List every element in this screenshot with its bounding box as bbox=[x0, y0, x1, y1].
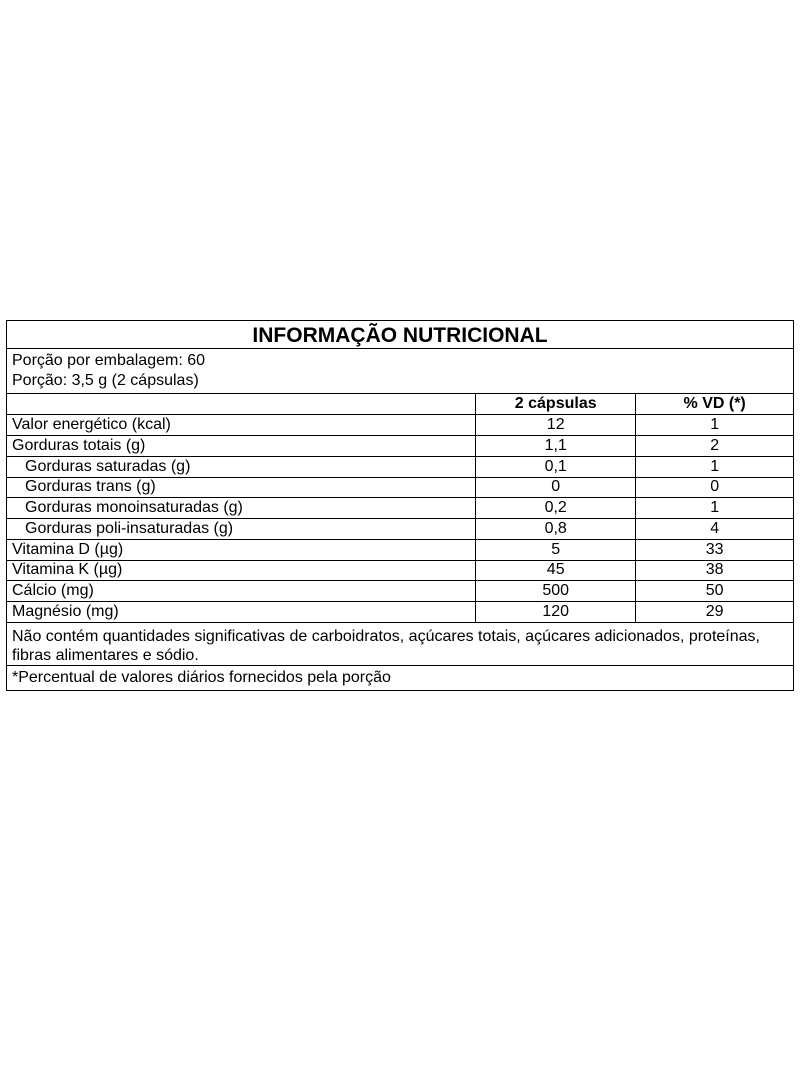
table-row bbox=[7, 436, 793, 457]
table-row bbox=[7, 560, 793, 581]
not-significant-note: Não contém quantidades significativas de carboidratos, açúcares totais, açúcares adicionados, proteínas, fibras alimentares e sódio. bbox=[7, 623, 793, 666]
portion-size: Porção: 3,5 g (2 cápsulas) bbox=[12, 372, 199, 389]
table-row bbox=[7, 519, 793, 540]
table-row bbox=[7, 415, 793, 436]
nutrient-daily-value: 0 bbox=[636, 477, 793, 498]
nutrition-table bbox=[7, 394, 793, 623]
nutrient-amount: 120 bbox=[476, 602, 636, 623]
nutrient-amount: 1,1 bbox=[476, 436, 636, 457]
nutrient-name: Valor energético (kcal) bbox=[7, 415, 476, 436]
nutrient-daily-value: 2 bbox=[636, 436, 793, 457]
nutrient-daily-value: 1 bbox=[636, 498, 793, 519]
nutrient-name: Cálcio (mg) bbox=[7, 581, 476, 602]
nutrient-amount: 45 bbox=[476, 560, 636, 581]
nutrient-daily-value: 4 bbox=[636, 519, 793, 540]
nutrient-daily-value: 1 bbox=[636, 415, 793, 436]
nutrient-name: Gorduras saturadas (g) bbox=[7, 456, 476, 477]
nutrient-amount: 500 bbox=[476, 581, 636, 602]
nutrient-daily-value: 1 bbox=[636, 456, 793, 477]
table-row bbox=[7, 602, 793, 623]
column-header-nutrient bbox=[7, 394, 476, 415]
nutrient-amount: 0 bbox=[476, 477, 636, 498]
column-header-daily-value: % VD (*) bbox=[636, 394, 793, 415]
nutrient-amount: 5 bbox=[476, 539, 636, 560]
label-title: INFORMAÇÃO NUTRICIONAL bbox=[7, 321, 793, 349]
nutrient-daily-value: 29 bbox=[636, 602, 793, 623]
nutrient-amount: 12 bbox=[476, 415, 636, 436]
table-header-row bbox=[7, 394, 793, 415]
servings-per-package: Porção por embalagem: 60 bbox=[12, 352, 205, 369]
nutrient-name: Vitamina D (µg) bbox=[7, 539, 476, 560]
serving-info bbox=[7, 349, 793, 394]
nutrient-name: Vitamina K (µg) bbox=[7, 560, 476, 581]
nutrient-name: Gorduras totais (g) bbox=[7, 436, 476, 457]
nutrient-amount: 0,2 bbox=[476, 498, 636, 519]
nutrient-amount: 0,8 bbox=[476, 519, 636, 540]
table-row bbox=[7, 498, 793, 519]
nutrient-name: Gorduras trans (g) bbox=[7, 477, 476, 498]
column-header-amount: 2 cápsulas bbox=[476, 394, 636, 415]
nutrient-name: Gorduras monoinsaturadas (g) bbox=[7, 498, 476, 519]
nutrient-amount: 0,1 bbox=[476, 456, 636, 477]
nutrient-name: Gorduras poli-insaturadas (g) bbox=[7, 519, 476, 540]
table-row bbox=[7, 539, 793, 560]
nutrition-facts-label bbox=[6, 320, 794, 691]
table-row bbox=[7, 456, 793, 477]
nutrient-daily-value: 33 bbox=[636, 539, 793, 560]
nutrient-name: Magnésio (mg) bbox=[7, 602, 476, 623]
nutrient-daily-value: 38 bbox=[636, 560, 793, 581]
table-row bbox=[7, 581, 793, 602]
nutrient-daily-value: 50 bbox=[636, 581, 793, 602]
daily-value-footnote: *Percentual de valores diários fornecidos pela porção bbox=[12, 668, 391, 686]
table-row bbox=[7, 477, 793, 498]
